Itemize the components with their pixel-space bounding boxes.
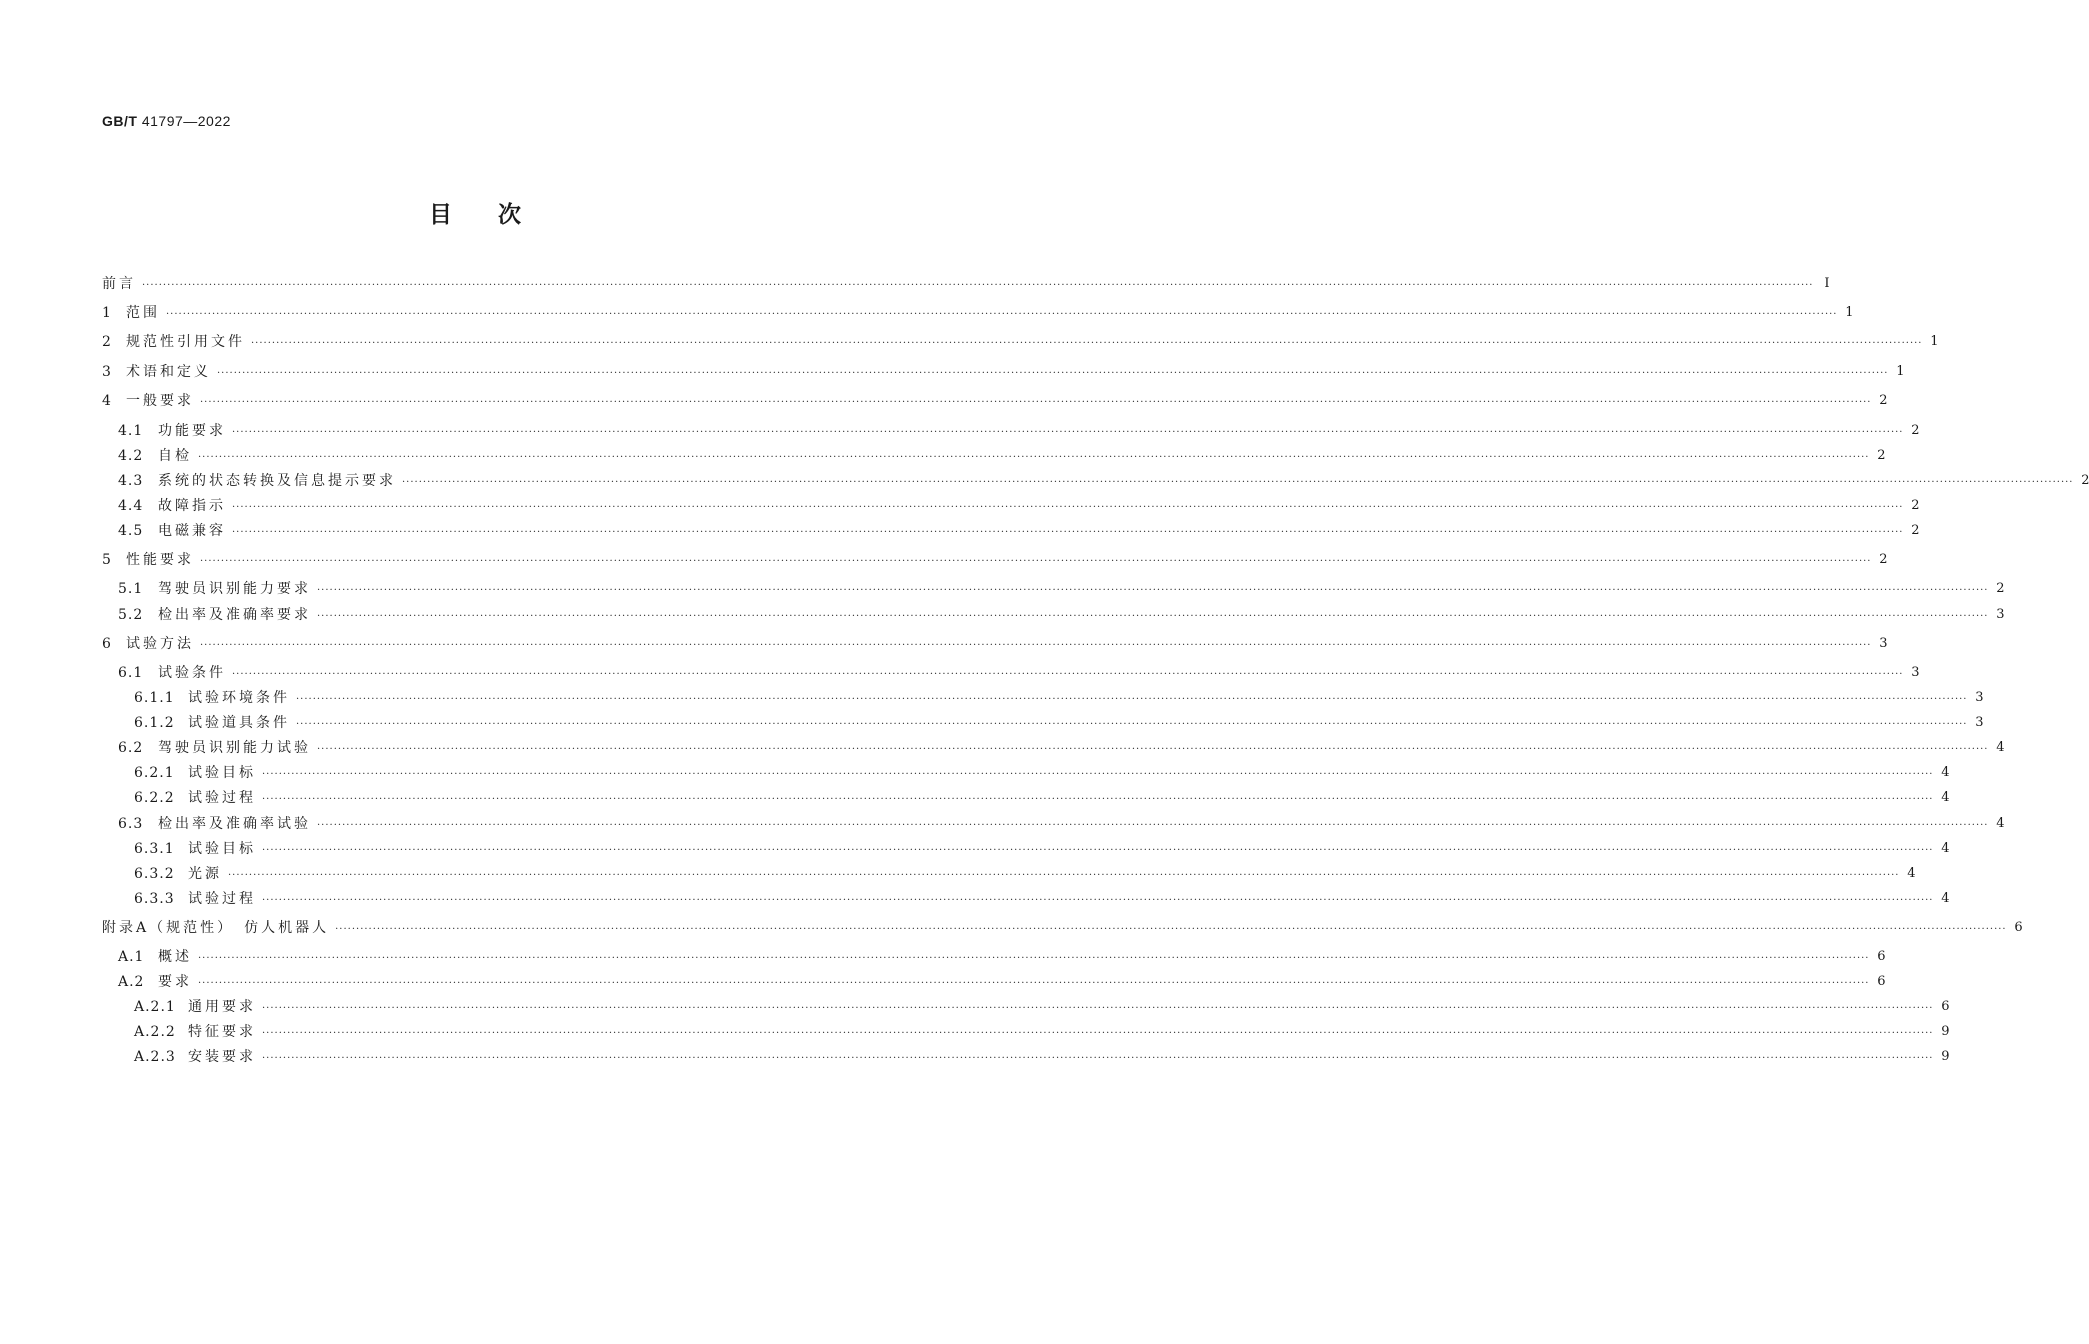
toc-leader-dots: ················································································································································································································································································································································································································ bbox=[335, 924, 2007, 935]
toc-entry-label: 系统的状态转换及信息提示要求 bbox=[158, 473, 396, 489]
toc-entry[interactable] bbox=[102, 362, 1905, 382]
toc-entry-page: 2 bbox=[1877, 448, 1886, 463]
toc-entry-label: 特征要求 bbox=[188, 1024, 256, 1040]
toc-entry-label: 试验目标 bbox=[188, 765, 256, 781]
toc-entry[interactable] bbox=[102, 972, 1886, 992]
toc-entry-number: 6.2 bbox=[118, 740, 144, 756]
toc-entry-label: 检出率及准确率要求 bbox=[158, 607, 311, 623]
toc-entry-label: 试验方法 bbox=[126, 636, 194, 652]
toc-entry-number: A.2.3 bbox=[134, 1049, 176, 1065]
toc-entry-page: 4 bbox=[1941, 790, 1950, 805]
toc-entry-number: 4 bbox=[102, 393, 112, 409]
toc-entry-number: 6.3.3 bbox=[134, 891, 175, 907]
toc-entry-label: 驾驶员识别能力要求 bbox=[158, 581, 311, 597]
toc-entry-page: 2 bbox=[1996, 581, 2005, 596]
toc-entry-label: 安装要求 bbox=[188, 1049, 256, 1065]
toc-leader-dots: ················································································································································································································································································································································································································ bbox=[262, 845, 1934, 856]
toc-entry[interactable] bbox=[102, 788, 1950, 808]
toc-leader-dots: ················································································································································································································································································································································································································ bbox=[296, 719, 1968, 730]
toc-entry-number: 3 bbox=[102, 364, 112, 380]
toc-entry-label: 试验环境条件 bbox=[188, 690, 290, 706]
toc-leader-dots: ················································································································································································································································································································································································································ bbox=[262, 1003, 1934, 1014]
toc-leader-dots: ················································································································································································································································································································································································································ bbox=[166, 309, 1838, 320]
toc-entry-page: 2 bbox=[1879, 393, 1888, 408]
toc-entry-number: 1 bbox=[102, 305, 112, 321]
toc-entry-page: Ⅰ bbox=[1824, 276, 1830, 291]
toc-entry-label: 性能要求 bbox=[126, 552, 194, 568]
toc-entry-label: 故障指示 bbox=[158, 498, 226, 514]
toc-entry-page: 3 bbox=[1911, 665, 1920, 680]
toc-entry-label: 前言 bbox=[102, 276, 136, 292]
toc-entry-page: 6 bbox=[1877, 949, 1886, 964]
toc-entry-number: A.2 bbox=[118, 974, 145, 990]
toc-entry-page: 9 bbox=[1941, 1049, 1950, 1064]
toc-entry-number: 5.2 bbox=[118, 607, 144, 623]
toc-entry-number: A.2.1 bbox=[134, 999, 176, 1015]
toc-entry-page: 3 bbox=[1996, 607, 2005, 622]
toc-leader-dots: ················································································································································································································································································································································································································ bbox=[317, 820, 1989, 831]
toc-entry[interactable] bbox=[102, 605, 2005, 625]
toc-entry[interactable] bbox=[102, 713, 1984, 733]
toc-entry-page: 6 bbox=[1877, 974, 1886, 989]
toc-leader-dots: ················································································································································································································································································································································································································ bbox=[262, 895, 1934, 906]
standard-number-prefix: GB/T bbox=[102, 113, 138, 129]
toc-entry-label: 概述 bbox=[158, 949, 192, 965]
toc-leader-dots: ················································································································································································································································································································································································································ bbox=[262, 794, 1934, 805]
toc-leader-dots: ················································································································································································································································································································································································································ bbox=[232, 427, 1904, 438]
toc-entry-number: 4.2 bbox=[118, 448, 144, 464]
toc-entry-page: 1 bbox=[1896, 364, 1905, 379]
toc-entry-number: 6.2.2 bbox=[134, 790, 175, 806]
toc-leader-dots: ················································································································································································································································································································································································································ bbox=[317, 585, 1989, 596]
toc-entry-page: 2 bbox=[1879, 552, 1888, 567]
toc-entry-number: 6.1.2 bbox=[134, 715, 175, 731]
toc-entry-number: 4.3 bbox=[118, 473, 144, 489]
toc-entry[interactable] bbox=[102, 496, 1920, 516]
toc-entry-page: 6 bbox=[2014, 920, 2023, 935]
toc-entry[interactable] bbox=[102, 864, 1916, 884]
standard-number-rest: 41797—2022 bbox=[137, 113, 231, 129]
toc-entry-number: 4.4 bbox=[118, 498, 144, 514]
toc-entry[interactable] bbox=[102, 471, 2089, 491]
toc-entry[interactable] bbox=[102, 303, 1854, 323]
toc-entry-page: 2 bbox=[1911, 498, 1920, 513]
toc-entry[interactable] bbox=[102, 446, 1886, 466]
toc-entry[interactable] bbox=[102, 763, 1950, 783]
toc-entry-number: 6.1.1 bbox=[134, 690, 175, 706]
toc-leader-dots: ················································································································································································································································································································································································································ bbox=[198, 452, 1870, 463]
toc-leader-dots: ················································································································································································································································································································································································································ bbox=[262, 769, 1934, 780]
toc-entry[interactable] bbox=[102, 889, 1950, 909]
toc-entry-number: 5 bbox=[102, 552, 112, 568]
toc-entry-page: 4 bbox=[1941, 765, 1950, 780]
toc-entry-label: 通用要求 bbox=[188, 999, 256, 1015]
page-title: 目次 bbox=[429, 202, 567, 228]
toc-entry-label: 试验条件 bbox=[158, 665, 226, 681]
toc-entry[interactable] bbox=[102, 839, 1950, 859]
toc-entry[interactable] bbox=[102, 332, 1939, 352]
toc-leader-dots: ················································································································································································································································································································································································································ bbox=[200, 397, 1872, 408]
toc-entry-page: 9 bbox=[1941, 1024, 1950, 1039]
toc-entry-number: 4.5 bbox=[118, 523, 144, 539]
toc-entry-label: 电磁兼容 bbox=[158, 523, 226, 539]
toc-leader-dots: ················································································································································································································································································································································································································ bbox=[232, 669, 1904, 680]
toc-entry-label: 规范性引用文件 bbox=[126, 334, 245, 350]
toc-entry-page: 4 bbox=[1907, 866, 1916, 881]
toc-entry[interactable] bbox=[102, 521, 1920, 541]
toc-entry-label: 光源 bbox=[188, 866, 222, 882]
toc-leader-dots: ················································································································································································································································································································································································································ bbox=[251, 338, 1923, 349]
toc-leader-dots: ················································································································································································································································································································································································································ bbox=[296, 694, 1968, 705]
toc-entry[interactable] bbox=[102, 918, 2023, 938]
toc-entry-page: 4 bbox=[1941, 841, 1950, 856]
toc-entry-number: 6.3.2 bbox=[134, 866, 175, 882]
toc-entry-label: 自检 bbox=[158, 448, 192, 464]
toc-entry-page: 3 bbox=[1879, 636, 1888, 651]
toc-entry[interactable] bbox=[102, 391, 1888, 411]
toc-entry-page: 4 bbox=[1941, 891, 1950, 906]
toc-entry-page: 3 bbox=[1975, 715, 1984, 730]
toc-entry[interactable] bbox=[102, 814, 2005, 834]
toc-entry-number: 6.1 bbox=[118, 665, 144, 681]
toc-entry-number: 6.2.1 bbox=[134, 765, 175, 781]
toc-entry[interactable] bbox=[102, 997, 1950, 1017]
toc-entry-label: 功能要求 bbox=[158, 423, 226, 439]
toc-entry[interactable] bbox=[102, 550, 1888, 570]
toc-entry[interactable] bbox=[102, 688, 1984, 708]
toc-entry-label: 范围 bbox=[126, 305, 160, 321]
toc-leader-dots: ················································································································································································································································································································································································································ bbox=[317, 611, 1989, 622]
toc-entry[interactable] bbox=[102, 663, 1920, 683]
toc-entry-page: 1 bbox=[1930, 334, 1939, 349]
toc-entry-page: 2 bbox=[1911, 523, 1920, 538]
toc-entry-label: 检出率及准确率试验 bbox=[158, 816, 311, 832]
toc-entry[interactable] bbox=[102, 947, 1886, 967]
toc-leader-dots: ················································································································································································································································································································································································································ bbox=[198, 953, 1870, 964]
toc-entry[interactable] bbox=[102, 1047, 1950, 1067]
toc-entry-label: 术语和定义 bbox=[126, 364, 211, 380]
toc-leader-dots: ················································································································································································································································································································································································································ bbox=[262, 1053, 1934, 1064]
toc-entry-label: 试验目标 bbox=[188, 841, 256, 857]
toc-entry-number: 6 bbox=[102, 636, 112, 652]
toc-entry-number: A.1 bbox=[118, 949, 145, 965]
toc-leader-dots: ················································································································································································································································································································································································································ bbox=[142, 280, 1814, 291]
toc-leader-dots: ················································································································································································································································································································································································································ bbox=[198, 978, 1870, 989]
toc-entry[interactable] bbox=[102, 634, 1888, 654]
toc-entry-label: 要求 bbox=[158, 974, 192, 990]
toc-leader-dots: ················································································································································································································································································································································································································ bbox=[217, 368, 1889, 379]
toc-leader-dots: ················································································································································································································································································································································································································ bbox=[317, 744, 1989, 755]
toc-entry[interactable] bbox=[102, 1022, 1950, 1042]
toc-entry-label: 附录A（规范性） 仿人机器人 bbox=[102, 920, 330, 936]
toc-leader-dots: ················································································································································································································································································································································································································ bbox=[228, 870, 1900, 881]
toc-entry-label: 试验道具条件 bbox=[188, 715, 290, 731]
toc-leader-dots: ················································································································································································································································································································································································································ bbox=[262, 1028, 1934, 1039]
toc-entry-label: 试验过程 bbox=[188, 790, 256, 806]
toc-leader-dots: ················································································································································································································································································································································································································ bbox=[402, 477, 2074, 488]
toc-leader-dots: ················································································································································································································································································································································································································ bbox=[232, 502, 1904, 513]
toc-entry-number: 6.3.1 bbox=[134, 841, 175, 857]
toc-entry-label: 一般要求 bbox=[126, 393, 194, 409]
toc-entry-page: 3 bbox=[1975, 690, 1984, 705]
toc-entry-page: 6 bbox=[1941, 999, 1950, 1014]
toc-leader-dots: ················································································································································································································································································································································································································ bbox=[200, 556, 1872, 567]
toc-entry-number: 4.1 bbox=[118, 423, 144, 439]
toc-entry-label: 试验过程 bbox=[188, 891, 256, 907]
toc-entry-page: 2 bbox=[1911, 423, 1920, 438]
standard-number bbox=[102, 113, 231, 129]
toc-entry[interactable] bbox=[102, 579, 2005, 599]
toc-entry-page: 4 bbox=[1996, 816, 2005, 831]
toc-entry-number: 5.1 bbox=[118, 581, 144, 597]
toc-entry-page: 1 bbox=[1845, 305, 1854, 320]
toc-entry-page: 2 bbox=[2081, 473, 2089, 488]
toc-entry-page: 4 bbox=[1996, 740, 2005, 755]
toc-leader-dots: ················································································································································································································································································································································································································ bbox=[232, 527, 1904, 538]
toc-entry[interactable] bbox=[102, 738, 2005, 758]
toc-entry[interactable] bbox=[102, 421, 1920, 441]
toc-entry-number: 2 bbox=[102, 334, 112, 350]
toc-entry-number: 6.3 bbox=[118, 816, 144, 832]
toc-entry-number: A.2.2 bbox=[134, 1024, 176, 1040]
toc-leader-dots: ················································································································································································································································································································································································································ bbox=[200, 640, 1872, 651]
toc-entry[interactable] bbox=[102, 274, 1830, 294]
toc-entry-label: 驾驶员识别能力试验 bbox=[158, 740, 311, 756]
